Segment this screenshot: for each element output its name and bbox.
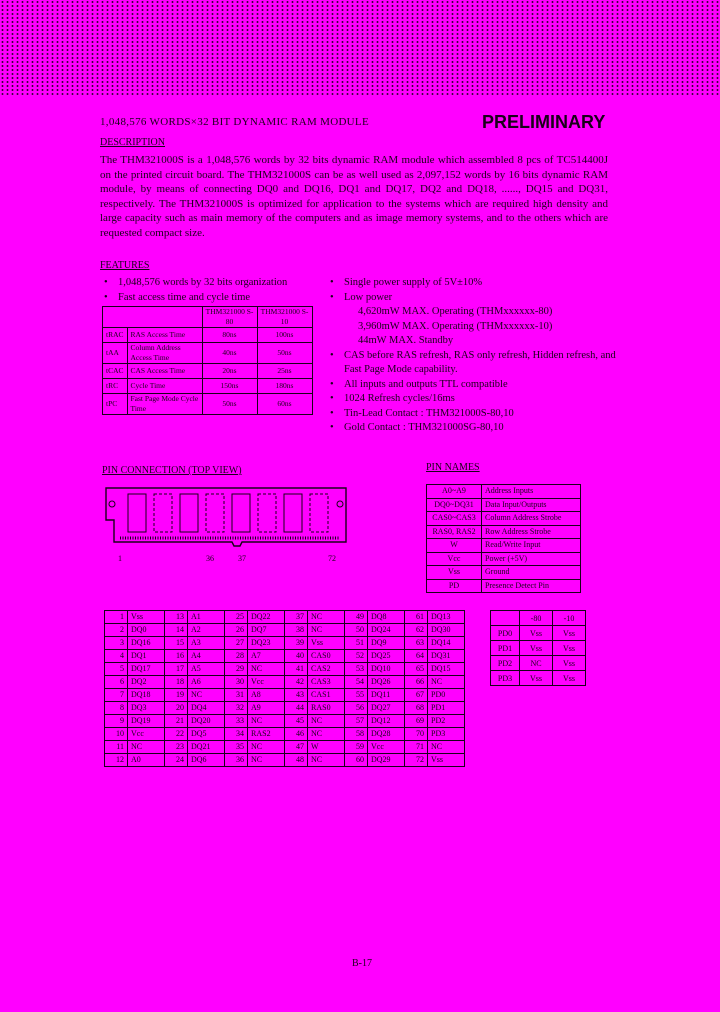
- pin-names-heading: PIN NAMES: [426, 462, 480, 473]
- pin-signal: DQ21: [188, 741, 225, 754]
- pin-signal: DQ18: [128, 689, 165, 702]
- pin-signal: Vss: [308, 637, 345, 650]
- features-right: [330, 276, 620, 436]
- pin-signal: Vcc: [128, 728, 165, 741]
- pin-signal: DQ10: [368, 663, 405, 676]
- pin-signal: A6: [188, 676, 225, 689]
- pin-number: 60: [345, 754, 368, 767]
- access-symbol: tPC: [103, 394, 128, 415]
- pin-row: [105, 676, 465, 689]
- pin-number: 25: [225, 611, 248, 624]
- pin-function: Power (+5V): [482, 552, 581, 566]
- access-name: Column Address Access Time: [127, 343, 202, 364]
- pd-value: Vss: [553, 656, 586, 671]
- pin-number: 12: [105, 754, 128, 767]
- pin-signal: DQ3: [128, 702, 165, 715]
- pin-signal: CAS1: [308, 689, 345, 702]
- pin-number: 45: [285, 715, 308, 728]
- memory-chip: [128, 494, 146, 532]
- pin-number: 5: [105, 663, 128, 676]
- access-row: [103, 364, 313, 379]
- pin-label-37: 37: [238, 554, 246, 563]
- pin-row: [105, 663, 465, 676]
- access-symbol: tRAC: [103, 328, 128, 343]
- pin-name-row: [427, 498, 581, 512]
- pin-signal: NC: [248, 663, 285, 676]
- pin-label-36: 36: [206, 554, 214, 563]
- pin-number: 13: [165, 611, 188, 624]
- pin-function: Column Address Strobe: [482, 512, 581, 526]
- preliminary-badge: PRELIMINARY: [482, 112, 606, 132]
- pin-label-1: 1: [118, 554, 122, 563]
- pin-number: 72: [405, 754, 428, 767]
- memory-chip: [310, 494, 328, 532]
- feature-item: • Fast access time and cycle time: [104, 291, 324, 306]
- pd-header: -10: [553, 611, 586, 626]
- pin-row: [105, 624, 465, 637]
- pin-number: 19: [165, 689, 188, 702]
- pin-signal: DQ28: [368, 728, 405, 741]
- pin-number: 6: [105, 676, 128, 689]
- pin-signal: A1: [188, 611, 225, 624]
- feature-item: • Single power supply of 5V±10%: [330, 276, 620, 291]
- pin-names-table: [426, 484, 581, 593]
- pin-row: [105, 637, 465, 650]
- module-diagram: [100, 480, 360, 570]
- pin-number: 10: [105, 728, 128, 741]
- pin-signal: PD1: [428, 702, 465, 715]
- pin-signal: DQ15: [428, 663, 465, 676]
- pin-number: 3: [105, 637, 128, 650]
- pin-signal: DQ16: [128, 637, 165, 650]
- pin-name-row: [427, 539, 581, 553]
- pd-header: [491, 611, 520, 626]
- feature-item: • Gold Contact : THM321000SG-80,10: [330, 421, 620, 436]
- pin-name-row: [427, 485, 581, 499]
- pin-signal: DQ17: [128, 663, 165, 676]
- feature-item: • CAS before RAS refresh, RAS only refresh, Hidden refresh, and Fast Page Mode capability.: [330, 349, 620, 378]
- pin-signal: NC: [308, 715, 345, 728]
- pin-number: 22: [165, 728, 188, 741]
- pd-value: Vss: [553, 671, 586, 686]
- col-s80-header: THM321000 S-80: [202, 307, 257, 328]
- pin-number: 14: [165, 624, 188, 637]
- features-left: [104, 276, 324, 305]
- pin-signal: NC: [308, 728, 345, 741]
- pin-signal: DQ2: [128, 676, 165, 689]
- pd-pin: PD0: [491, 626, 520, 641]
- access-value-80: 40ns: [202, 343, 257, 364]
- pin-symbol: CAS0~CAS3: [427, 512, 482, 526]
- pin-number: 36: [225, 754, 248, 767]
- access-value-80: 150ns: [202, 379, 257, 394]
- pin-function: Address Inputs: [482, 485, 581, 499]
- pin-number: 35: [225, 741, 248, 754]
- access-name: CAS Access Time: [127, 364, 202, 379]
- pin-function: Ground: [482, 566, 581, 580]
- pin-number: 23: [165, 741, 188, 754]
- pin-number: 38: [285, 624, 308, 637]
- document-title: 1,048,576 WORDS×32 BIT DYNAMIC RAM MODULE: [100, 116, 369, 128]
- pin-signal: NC: [308, 754, 345, 767]
- pin-assignment-table: [104, 610, 465, 767]
- pin-signal: RAS2: [248, 728, 285, 741]
- pin-symbol: DQ0~DQ31: [427, 498, 482, 512]
- pin-row: [105, 611, 465, 624]
- pd-value: Vss: [520, 626, 553, 641]
- pin-signal: W: [308, 741, 345, 754]
- pin-number: 51: [345, 637, 368, 650]
- pin-label-72: 72: [328, 554, 336, 563]
- pin-signal: DQ12: [368, 715, 405, 728]
- access-row: [103, 328, 313, 343]
- access-value-10: 100ns: [257, 328, 312, 343]
- pin-row: [105, 754, 465, 767]
- pin-signal: DQ20: [188, 715, 225, 728]
- access-row: [103, 379, 313, 394]
- pin-number: 66: [405, 676, 428, 689]
- pin-number: 33: [225, 715, 248, 728]
- pin-number: 2: [105, 624, 128, 637]
- pin-signal: NC: [428, 676, 465, 689]
- pin-signal: RAS0: [308, 702, 345, 715]
- pin-symbol: PD: [427, 579, 482, 593]
- pin-signal: A3: [188, 637, 225, 650]
- pin-signal: CAS2: [308, 663, 345, 676]
- pin-number: 1: [105, 611, 128, 624]
- feature-item: • 1,048,576 words by 32 bits organization: [104, 276, 324, 291]
- pin-number: 16: [165, 650, 188, 663]
- pd-row: [491, 626, 586, 641]
- pin-number: 56: [345, 702, 368, 715]
- pin-number: 17: [165, 663, 188, 676]
- access-value-10: 50ns: [257, 343, 312, 364]
- access-value-10: 25ns: [257, 364, 312, 379]
- scan-noise-band: [0, 0, 720, 95]
- pin-number: 53: [345, 663, 368, 676]
- pin-signal: A0: [128, 754, 165, 767]
- pin-function: Presence Detect Pin: [482, 579, 581, 593]
- pin-number: 34: [225, 728, 248, 741]
- pd-row: [491, 641, 586, 656]
- pin-signal: A8: [248, 689, 285, 702]
- pin-symbol: A0~A9: [427, 485, 482, 499]
- pin-signal: NC: [308, 624, 345, 637]
- pin-number: 26: [225, 624, 248, 637]
- pin-number: 30: [225, 676, 248, 689]
- access-name: Fast Page Mode Cycle Time: [127, 394, 202, 415]
- feature-item: • All inputs and outputs TTL compatible: [330, 378, 620, 393]
- pin-row: [105, 715, 465, 728]
- module-outline-svg: [100, 480, 360, 570]
- pd-value: Vss: [520, 641, 553, 656]
- pin-signal: CAS0: [308, 650, 345, 663]
- pin-number: 27: [225, 637, 248, 650]
- feature-item: • 1024 Refresh cycles/16ms: [330, 392, 620, 407]
- access-value-80: 80ns: [202, 328, 257, 343]
- pin-signal: Vcc: [248, 676, 285, 689]
- pin-signal: NC: [248, 754, 285, 767]
- pin-number: 9: [105, 715, 128, 728]
- pd-header-row: [491, 611, 586, 626]
- pin-name-row: [427, 525, 581, 539]
- pin-number: 54: [345, 676, 368, 689]
- pin-name-row: [427, 552, 581, 566]
- pin-number: 24: [165, 754, 188, 767]
- pin-signal: A7: [248, 650, 285, 663]
- access-symbol: tRC: [103, 379, 128, 394]
- description-heading: DESCRIPTION: [100, 137, 166, 148]
- memory-chip: [206, 494, 224, 532]
- pin-number: 39: [285, 637, 308, 650]
- pin-number: 64: [405, 650, 428, 663]
- pin-number: 61: [405, 611, 428, 624]
- pin-signal: DQ1: [128, 650, 165, 663]
- pin-function: Read/Write Input: [482, 539, 581, 553]
- pin-signal: DQ23: [248, 637, 285, 650]
- description-body: [100, 153, 608, 240]
- access-time-table: [102, 306, 313, 415]
- col-s10-header: THM321000 S-10: [257, 307, 312, 328]
- pin-number: 46: [285, 728, 308, 741]
- pd-row: [491, 656, 586, 671]
- pin-signal: DQ6: [188, 754, 225, 767]
- pd-pin: PD3: [491, 671, 520, 686]
- pin-number: 49: [345, 611, 368, 624]
- pin-signal: DQ31: [428, 650, 465, 663]
- pin-signal: Vss: [428, 754, 465, 767]
- pin-row: [105, 728, 465, 741]
- pin-number: 4: [105, 650, 128, 663]
- access-row: [103, 394, 313, 415]
- pin-number: 71: [405, 741, 428, 754]
- pin-signal: Vss: [128, 611, 165, 624]
- pin-number: 59: [345, 741, 368, 754]
- pin-name-row: [427, 566, 581, 580]
- pin-number: 8: [105, 702, 128, 715]
- pin-signal: DQ30: [428, 624, 465, 637]
- memory-chip: [258, 494, 276, 532]
- access-value-80: 20ns: [202, 364, 257, 379]
- pin-function: Row Address Strobe: [482, 525, 581, 539]
- pin-number: 29: [225, 663, 248, 676]
- feature-item: 44mW MAX. Standby: [358, 335, 454, 346]
- access-value-10: 180ns: [257, 379, 312, 394]
- feature-item: • Tin-Lead Contact : THM321000S-80,10: [330, 407, 620, 422]
- pin-number: 43: [285, 689, 308, 702]
- pin-signal: NC: [308, 611, 345, 624]
- pin-number: 42: [285, 676, 308, 689]
- access-name: RAS Access Time: [127, 328, 202, 343]
- pin-signal: Vcc: [368, 741, 405, 754]
- memory-chip: [284, 494, 302, 532]
- pin-number: 41: [285, 663, 308, 676]
- pd-value: Vss: [553, 641, 586, 656]
- pd-pin: PD2: [491, 656, 520, 671]
- pin-number: 7: [105, 689, 128, 702]
- pin-number: 69: [405, 715, 428, 728]
- pin-signal: NC: [248, 715, 285, 728]
- pin-number: 62: [405, 624, 428, 637]
- pd-value: Vss: [553, 626, 586, 641]
- pin-row: [105, 702, 465, 715]
- pin-signal: DQ4: [188, 702, 225, 715]
- pin-signal: DQ25: [368, 650, 405, 663]
- pin-number: 37: [285, 611, 308, 624]
- pin-signal: DQ19: [128, 715, 165, 728]
- pin-number: 20: [165, 702, 188, 715]
- pin-number: 63: [405, 637, 428, 650]
- pin-number: 44: [285, 702, 308, 715]
- pin-signal: DQ8: [368, 611, 405, 624]
- pd-pin: PD1: [491, 641, 520, 656]
- access-symbol: tAA: [103, 343, 128, 364]
- pin-symbol: Vcc: [427, 552, 482, 566]
- access-row: [103, 343, 313, 364]
- pin-signal: DQ13: [428, 611, 465, 624]
- pd-value: NC: [520, 656, 553, 671]
- features-heading: FEATURES: [100, 260, 150, 271]
- pin-signal: DQ5: [188, 728, 225, 741]
- pin-signal: DQ14: [428, 637, 465, 650]
- pin-number: 31: [225, 689, 248, 702]
- pin-signal: NC: [128, 741, 165, 754]
- pin-signal: DQ11: [368, 689, 405, 702]
- access-value-10: 60ns: [257, 394, 312, 415]
- pin-function: Data Input/Outputs: [482, 498, 581, 512]
- pin-symbol: W: [427, 539, 482, 553]
- pin-number: 28: [225, 650, 248, 663]
- feature-item: 4,620mW MAX. Operating (THMxxxxxx-80): [358, 306, 553, 317]
- pin-number: 11: [105, 741, 128, 754]
- access-symbol: tCAC: [103, 364, 128, 379]
- pin-signal: A5: [188, 663, 225, 676]
- pin-number: 52: [345, 650, 368, 663]
- pin-number: 47: [285, 741, 308, 754]
- feature-item: 3,960mW MAX. Operating (THMxxxxxx-10): [358, 320, 553, 332]
- pin-signal: PD0: [428, 689, 465, 702]
- pin-name-row: [427, 579, 581, 593]
- memory-chip: [232, 494, 250, 532]
- pd-value: Vss: [520, 671, 553, 686]
- pin-number: 15: [165, 637, 188, 650]
- pin-signal: DQ9: [368, 637, 405, 650]
- pin-number: 40: [285, 650, 308, 663]
- pin-number: 68: [405, 702, 428, 715]
- pin-name-row: [427, 512, 581, 526]
- pin-signal: CAS3: [308, 676, 345, 689]
- pin-number: 18: [165, 676, 188, 689]
- pd-header: -80: [520, 611, 553, 626]
- memory-chip: [180, 494, 198, 532]
- feature-item: • Low power: [330, 291, 620, 306]
- pin-number: 48: [285, 754, 308, 767]
- pin-signal: DQ27: [368, 702, 405, 715]
- access-name: Cycle Time: [127, 379, 202, 394]
- pin-symbol: RAS0, RAS2: [427, 525, 482, 539]
- pd-row: [491, 671, 586, 686]
- pin-signal: DQ24: [368, 624, 405, 637]
- presence-detect-table: [490, 610, 586, 686]
- pin-number: 70: [405, 728, 428, 741]
- pin-signal: NC: [428, 741, 465, 754]
- pin-number: 55: [345, 689, 368, 702]
- pin-row: [105, 689, 465, 702]
- pin-symbol: Vss: [427, 566, 482, 580]
- pin-number: 21: [165, 715, 188, 728]
- pin-signal: DQ29: [368, 754, 405, 767]
- description-text: The THM321000S is a 1,048,576 words by 32 bits dynamic RAM module which assembled 8 pcs of TC514400J on the printed circuit board. The THM321000S can be as well used as 2,097,152 words by 16 bits dynamic RAM module, by means of connecting DQ0 and DQ16, DQ1 and DQ17, DQ2 and DQ18, ......, DQ15 and DQ31, respectively. The THM321000S is optimized for application to the systems which are required high density and large capacity such as main memory of the computers and as image memory systems, and to the others which are requested compact size.: [100, 154, 608, 239]
- page-number: B-17: [352, 958, 372, 969]
- pin-number: 67: [405, 689, 428, 702]
- pin-signal: DQ0: [128, 624, 165, 637]
- pin-number: 32: [225, 702, 248, 715]
- pin-signal: A4: [188, 650, 225, 663]
- pin-number: 58: [345, 728, 368, 741]
- memory-chip: [154, 494, 172, 532]
- pin-number: 50: [345, 624, 368, 637]
- pin-signal: DQ7: [248, 624, 285, 637]
- pin-signal: A2: [188, 624, 225, 637]
- pin-signal: NC: [248, 741, 285, 754]
- pin-signal: DQ26: [368, 676, 405, 689]
- pin-number: 65: [405, 663, 428, 676]
- pin-signal: A9: [248, 702, 285, 715]
- pin-row: [105, 650, 465, 663]
- pin-row: [105, 741, 465, 754]
- pin-signal: PD3: [428, 728, 465, 741]
- pin-signal: DQ22: [248, 611, 285, 624]
- access-value-80: 50ns: [202, 394, 257, 415]
- pin-number: 57: [345, 715, 368, 728]
- pin-signal: NC: [188, 689, 225, 702]
- pin-signal: PD2: [428, 715, 465, 728]
- pin-connection-heading: PIN CONNECTION (TOP VIEW): [102, 465, 242, 476]
